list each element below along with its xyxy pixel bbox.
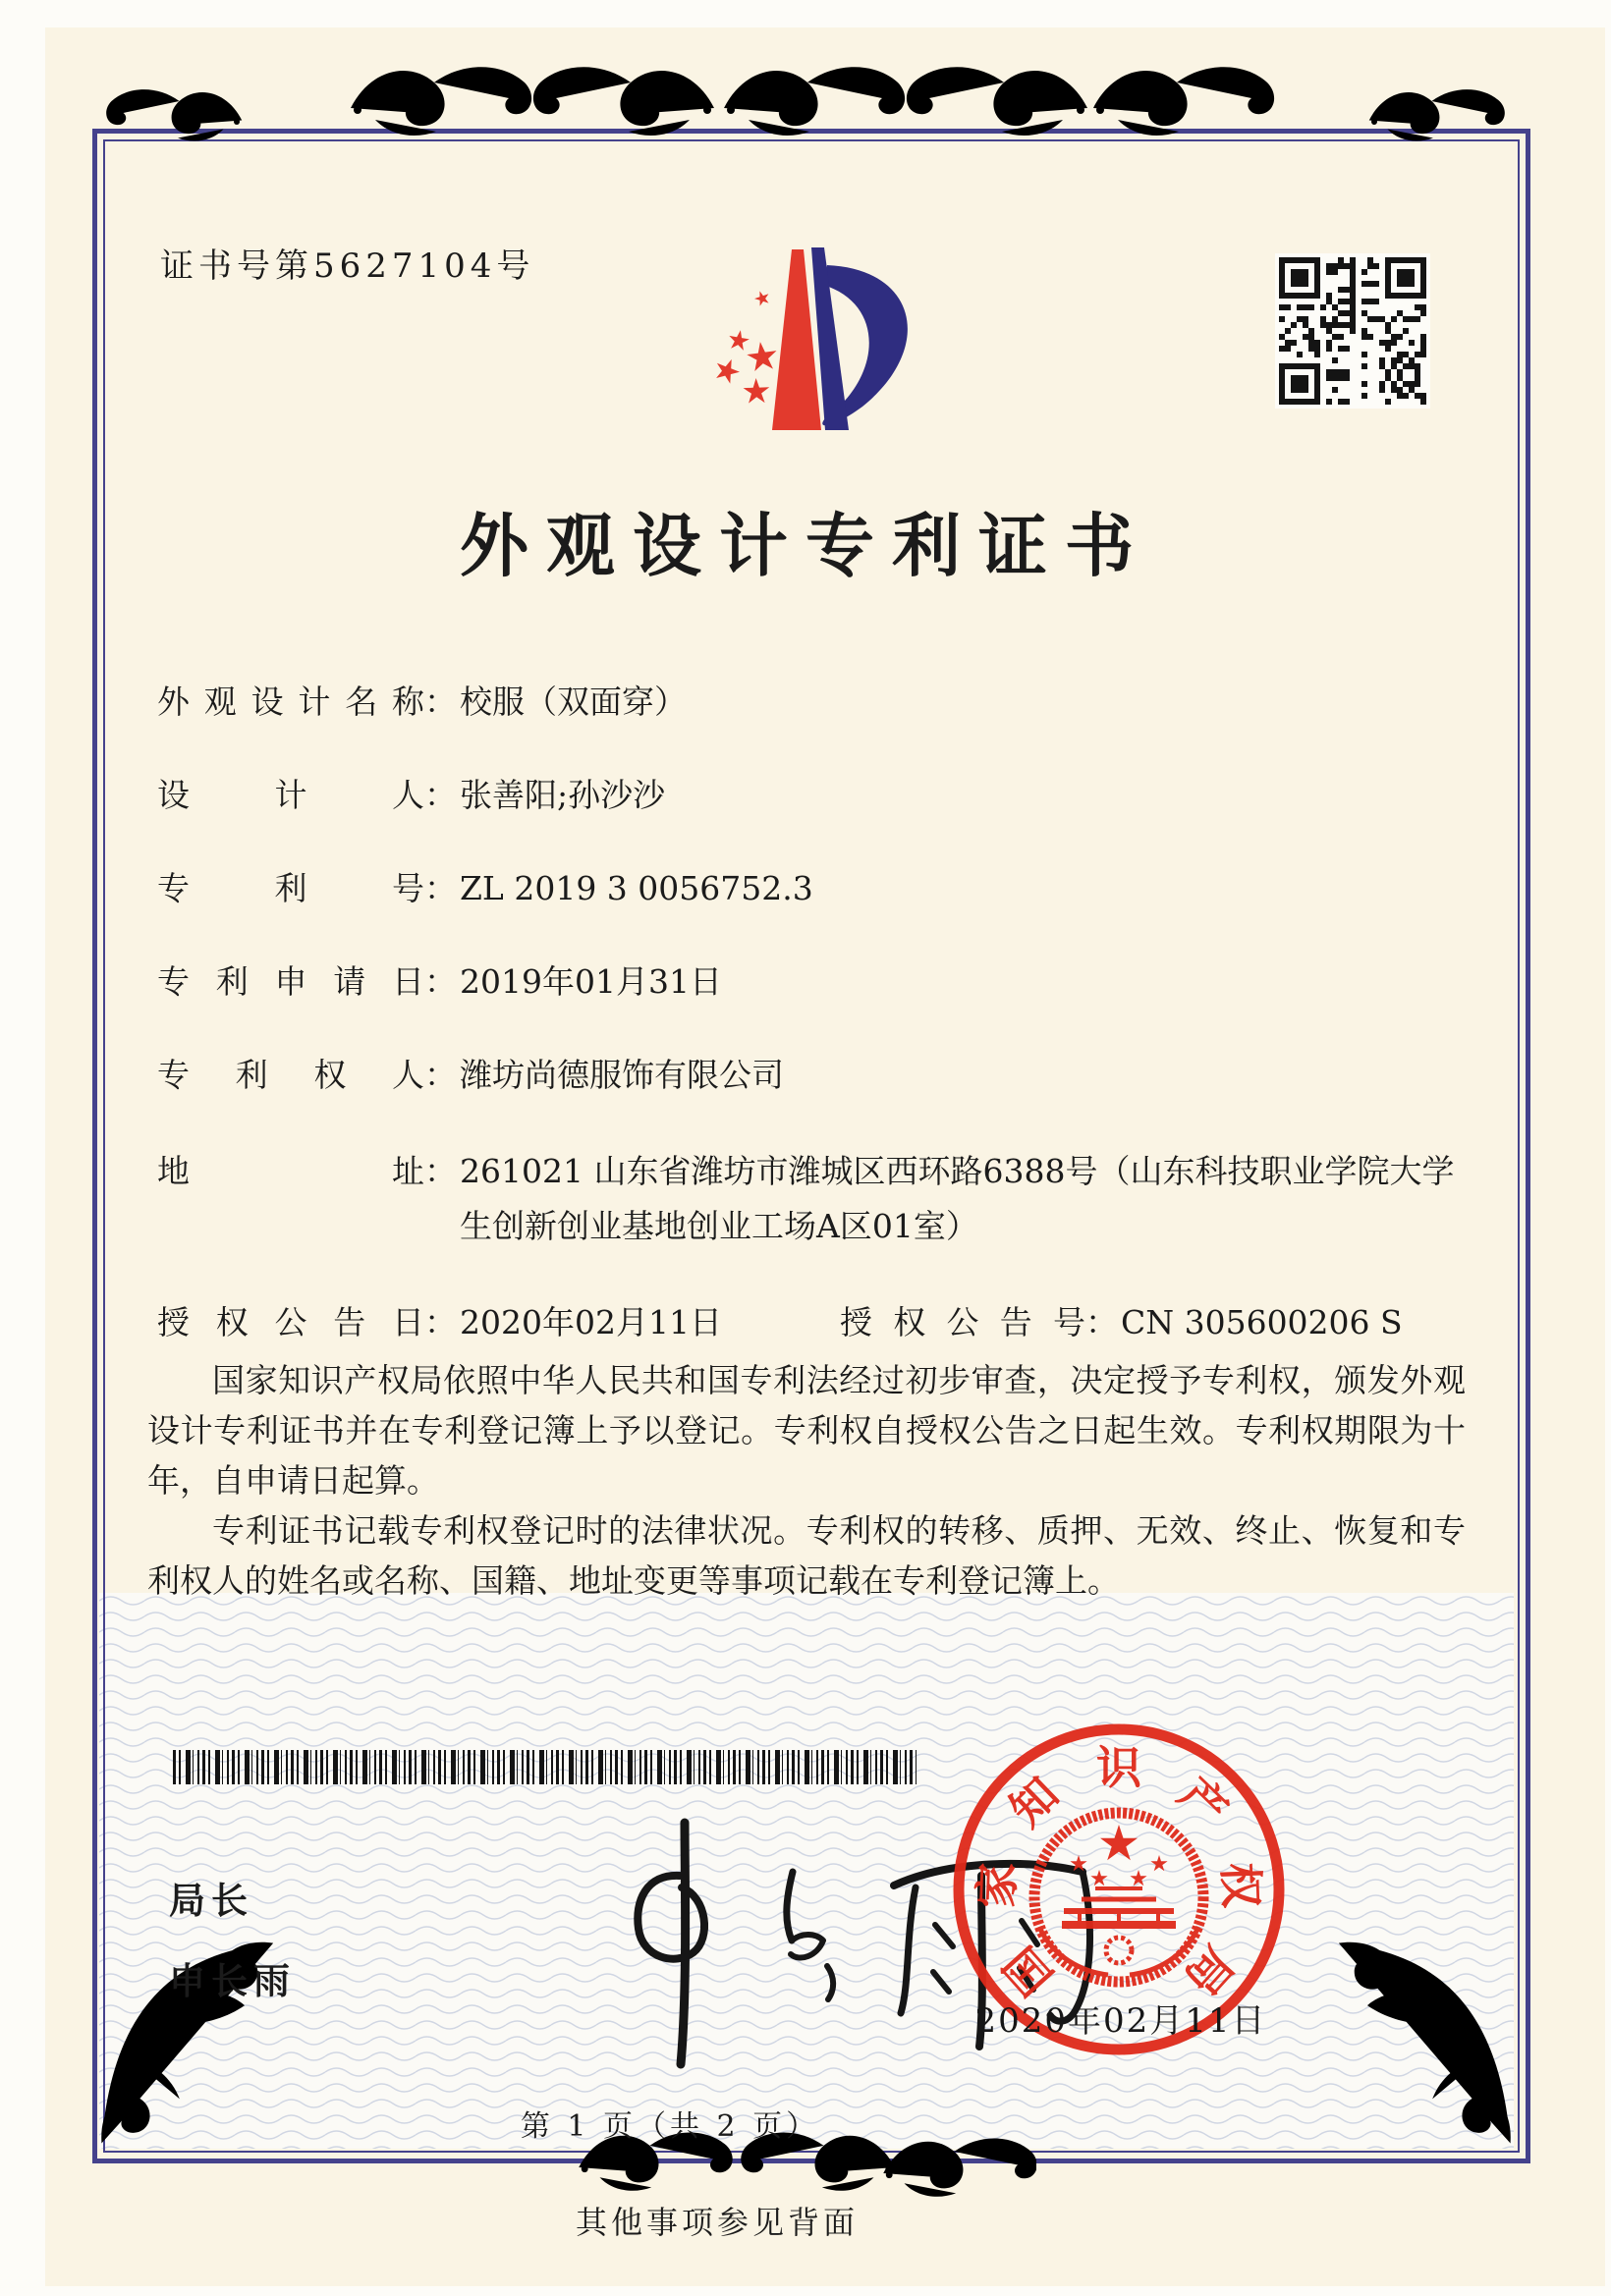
field-colon: ： <box>424 1056 457 1094</box>
field-row <box>157 957 1469 1007</box>
field-row <box>157 678 1469 727</box>
border-flourish-bottom-right <box>1324 1933 1535 2154</box>
field-label: 专利申请日 <box>157 962 424 1001</box>
border-flourish-top-right <box>1365 55 1513 165</box>
grant-row <box>157 1298 1469 1347</box>
qr-code-icon <box>1275 253 1430 409</box>
legal-paragraph-1: 国家知识产权局依照中华人民共和国专利法经过初步审查，决定授予专利权，颁发外观设计专利证书并在专利登记簿上予以登记。专利权自授权公告之日起生效。专利权期限为十年，自申请日起算。 <box>147 1361 1466 1500</box>
cnipa-logo-icon <box>678 242 919 436</box>
field-value: 261021 山东省潍坊市潍城区西环路6388号（山东科技职业学院大学生创新创业基地创业工场A区01室） <box>460 1152 1455 1245</box>
certificate-number: 证书号第5627104号 <box>160 246 535 286</box>
svg-text:权: 权 <box>1213 1861 1268 1909</box>
svg-text:知: 知 <box>999 1767 1070 1837</box>
legal-text <box>147 1355 1466 1606</box>
certificate-fields <box>157 678 1469 1347</box>
seal-date: 2020年02月11日 <box>974 2001 1267 2041</box>
field-colon: ： <box>424 683 457 721</box>
grant-number-label: 授权公告号 <box>839 1303 1085 1341</box>
certificate-title: 外观设计专利证书 <box>460 505 1151 586</box>
svg-text:产: 产 <box>1168 1767 1239 1837</box>
svg-text:识: 识 <box>1096 1741 1141 1794</box>
field-value: 2019年01月31日 <box>460 962 722 1001</box>
page-number: 第 1 页（共 2 页） <box>520 2109 820 2144</box>
field-colon: ： <box>424 1152 457 1190</box>
field-label: 外观设计名称 <box>157 683 424 721</box>
field-value: ZL 2019 3 0056752.3 <box>460 869 813 907</box>
field-colon: ： <box>424 776 457 814</box>
field-row <box>157 1051 1469 1100</box>
field-colon: ： <box>424 869 457 907</box>
grant-date-value: 2020年02月11日 <box>460 1303 722 1341</box>
field-row <box>157 864 1469 913</box>
director-block <box>169 1871 296 2032</box>
field-colon: ： <box>424 1303 457 1341</box>
field-value: 潍坊尚德服饰有限公司 <box>460 1056 784 1094</box>
field-label: 地址 <box>157 1152 424 1190</box>
seal-ring-text <box>970 1741 1267 2005</box>
director-name: 申长雨 <box>169 1960 296 2002</box>
director-title: 局长 <box>169 1880 253 1922</box>
field-label: 专利号 <box>157 869 424 907</box>
svg-text:家: 家 <box>970 1861 1025 1909</box>
border-ornament-top <box>346 49 1279 139</box>
border-flourish-top-left <box>98 55 246 165</box>
svg-text:国: 国 <box>993 1936 1064 2006</box>
barcode <box>173 1750 917 1784</box>
field-colon: ： <box>1084 1303 1118 1341</box>
field-value: 张善阳;孙沙沙 <box>460 776 666 814</box>
field-value: 校服（双面穿） <box>460 683 687 721</box>
grant-number-value: CN 305600206 S <box>1120 1303 1403 1341</box>
footer-note: 其他事项参见背面 <box>575 2204 859 2241</box>
grant-number-pair <box>840 1298 1403 1347</box>
field-row <box>157 771 1469 820</box>
field-colon: ： <box>424 962 457 1001</box>
legal-paragraph-2: 专利证书记载专利权登记时的法律状况。专利权的转移、质押、无效、终止、恢复和专利权人的姓名或名称、国籍、地址变更等事项记载在专利登记簿上。 <box>147 1511 1466 1600</box>
field-row <box>157 1144 1469 1254</box>
svg-text:局: 局 <box>1174 1936 1245 2006</box>
field-label: 设计人 <box>157 776 424 814</box>
field-label: 专利权人 <box>157 1056 424 1094</box>
grant-date-label: 授权公告日 <box>157 1303 424 1341</box>
